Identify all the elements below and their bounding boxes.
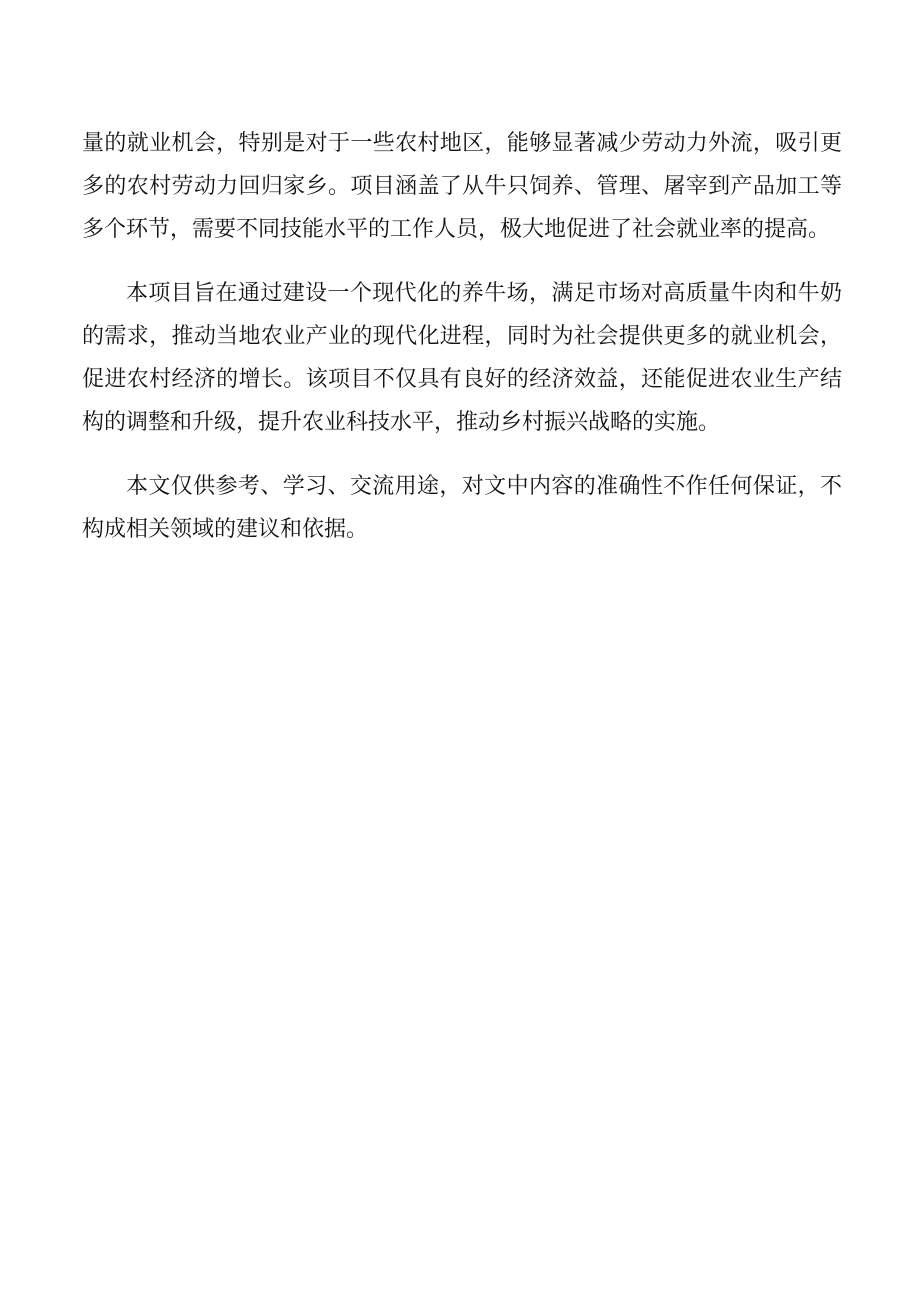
paragraph-employment: 量的就业机会，特别是对于一些农村地区，能够显著减少劳动力外流，吸引更多的农村劳动力回归家乡。项目涵盖了从牛只饲养、管理、屠宰到产品加工等多个环节，需要不同技能水平的工作人员，极大地促进了社会就业率的提高。 [82,131,842,242]
document-body [82,122,842,572]
paragraph-disclaimer: 本文仅供参考、学习、交流用途，对文中内容的准确性不作任何保证，不构成相关领域的建议和依据。 [82,474,842,542]
paragraph-project-goal: 本项目旨在通过建设一个现代化的养牛场，满足市场对高质量牛肉和牛奶的需求，推动当地农业产业的现代化进程，同时为社会提供更多的就业机会，促进农村经济的增长。该项目不仅具有良好的经济效益，还能促进农业生产结构的调整和升级，提升农业科技水平，推动乡村振兴战略的实施。 [82,281,842,435]
